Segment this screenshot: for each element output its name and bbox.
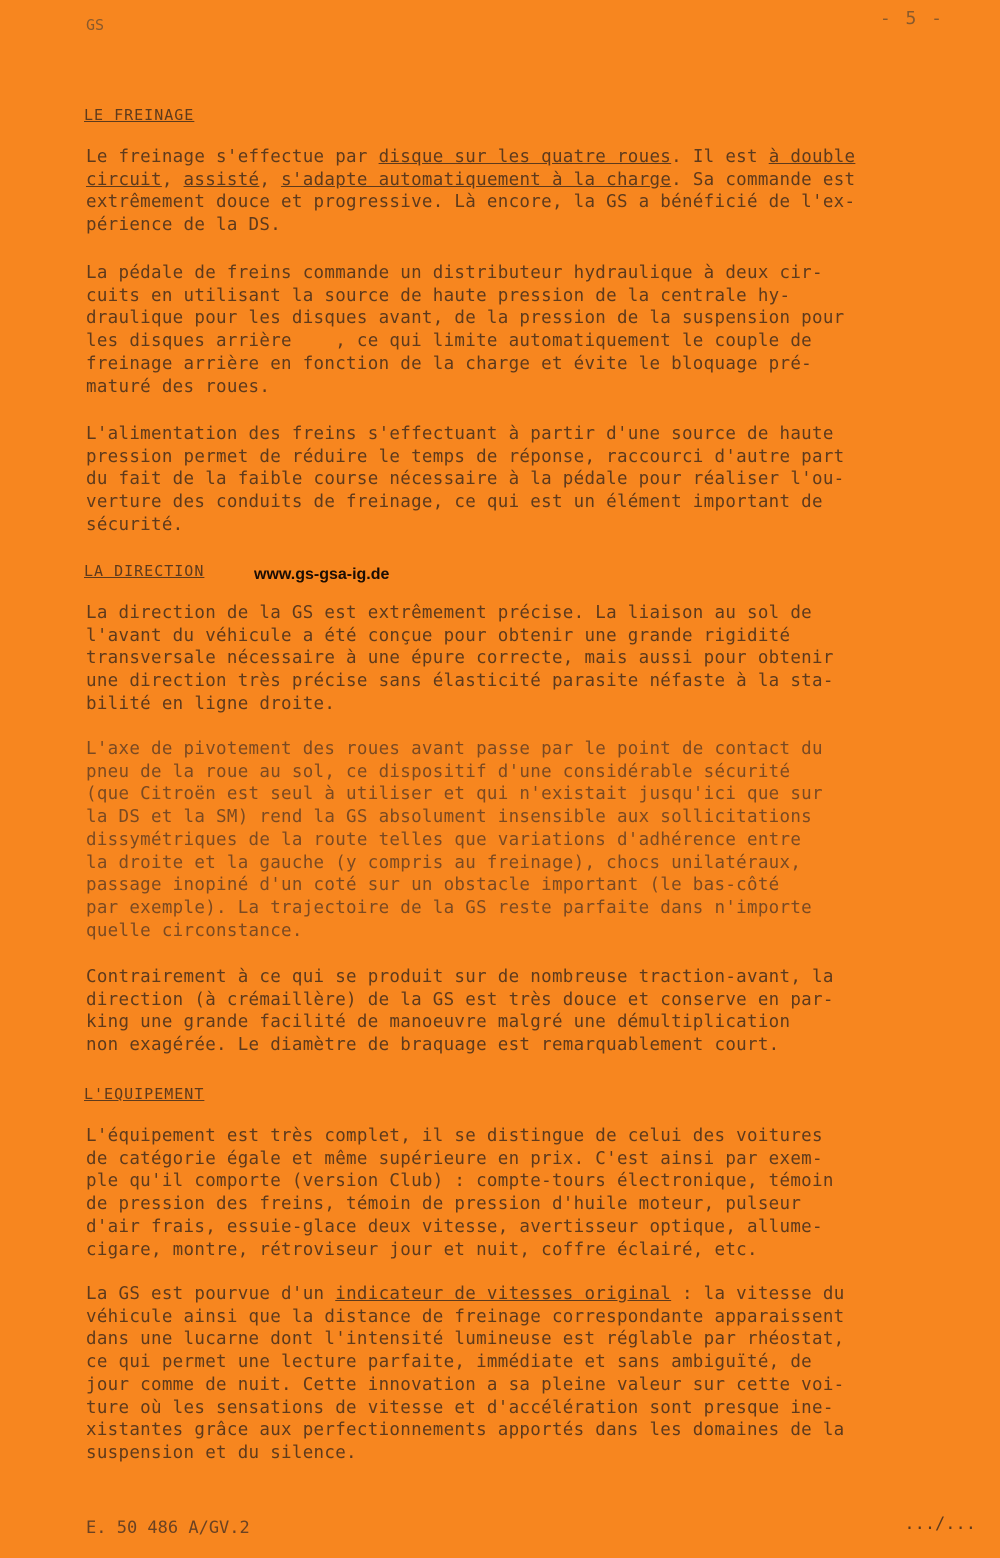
text-run: . Sa commande est [671, 169, 856, 190]
text-run: La direction de la GS est extrêmement précise. La liaison au sol de [86, 603, 813, 623]
text-line [86, 1442, 966, 1465]
text-line [86, 897, 966, 920]
text-line [86, 423, 966, 446]
text-line [86, 1351, 966, 1374]
text-line [86, 806, 966, 829]
text-run: freinage arrière en fonction de la charge et évite le bloquage pré- [86, 353, 813, 374]
underlined-text: circuit [86, 169, 162, 190]
text-line [86, 1011, 966, 1034]
paragraph-direction-1 [86, 602, 966, 716]
text-run: L'axe de pivotement des roues avant passe par le point de contact du [86, 739, 823, 759]
text-line [86, 989, 966, 1012]
text-run: L'alimentation des freins s'effectuant à partir d'une source de haute [86, 424, 834, 444]
text-line [86, 376, 966, 399]
paragraph-direction-2 [86, 738, 966, 942]
underlined-text: indicateur de vitesses original [335, 1284, 672, 1304]
paragraph-freinage-2 [86, 262, 966, 398]
section-heading-direction: LA DIRECTION [84, 562, 205, 580]
paragraph-direction-3 [86, 966, 966, 1057]
text-run: cigare, montre, rétroviseur jour et nuit, coffre éclairé, etc. [86, 1239, 758, 1260]
text-line [86, 693, 966, 716]
text-line [86, 307, 966, 330]
text-run: ture où les sensations de vitesse et d'accélération sont presque ine- [86, 1397, 834, 1418]
underlined-text: à double [768, 147, 856, 167]
text-run: dissymétriques de la route telles que variations d'adhérence entre [86, 829, 802, 850]
text-line [86, 920, 966, 943]
text-run: La pédale de freins commande un distributeur hydraulique à deux cir- [86, 263, 823, 283]
text-run: transversale nécessaire à une épure correcte, mais aussi pour obtenir [86, 648, 834, 669]
text-line [86, 670, 966, 693]
text-run: cuits en utilisant la source de haute pression de la centrale hy- [86, 285, 791, 306]
text-line [86, 214, 966, 237]
text-run: ple qu'il comporte (version Club) : compte-tours électronique, témoin [86, 1171, 834, 1192]
text-line [86, 169, 966, 192]
text-line [86, 1283, 966, 1306]
underlined-text: assisté [183, 169, 260, 190]
text-line [86, 330, 966, 353]
text-line [86, 446, 966, 469]
continuation-mark: .../... [904, 1514, 976, 1534]
text-run: Le freinage s'effectue par [86, 147, 379, 167]
text-run: par exemple). La trajectoire de la GS reste parfaite dans n'importe [86, 897, 813, 918]
paragraph-freinage-1 [86, 146, 966, 237]
section-heading-freinage: LE FREINAGE [84, 106, 195, 124]
text-line [86, 353, 966, 376]
text-run: L'équipement est très complet, il se distingue de celui des voitures [86, 1126, 823, 1146]
text-line [86, 468, 966, 491]
text-run: les disques arrière , ce qui limite automatiquement le couple de [86, 331, 813, 352]
text-line [86, 1216, 966, 1239]
text-line [86, 1374, 966, 1397]
text-run: sécurité. [86, 514, 184, 535]
text-line [86, 966, 966, 989]
text-run: La GS est pourvue d'un [86, 1284, 336, 1304]
paragraph-equipement-2 [86, 1283, 966, 1465]
text-run: de pression des freins, témoin de pression d'huile moteur, pulseur [86, 1194, 802, 1215]
text-line [86, 647, 966, 670]
text-run: la DS et la SM) rend la GS absolument insensible aux sollicitations [86, 807, 813, 828]
text-run: passage inopiné d'un coté sur un obstacle important (le bas-côté [86, 875, 780, 896]
page-number: - 5 - [879, 8, 944, 29]
text-line [86, 1419, 966, 1442]
text-line [86, 191, 966, 214]
text-line [86, 1328, 966, 1351]
text-line [86, 1148, 966, 1171]
text-run: verture des conduits de freinage, ce qui est un élément important de [86, 492, 823, 513]
text-run: , [259, 169, 282, 190]
text-run: xistantes grâce aux perfectionnements apportés dans les domaines de la [86, 1420, 845, 1441]
text-run: direction (à crémaillère) de la GS est très douce et conserve en par- [86, 989, 834, 1010]
text-run: véhicule ainsi que la distance de freinage correspondante apparaissent [86, 1306, 845, 1327]
text-run: la droite et la gauche (y compris au freinage), chocs unilatéraux, [86, 852, 802, 873]
text-line [86, 761, 966, 784]
text-line [86, 262, 966, 285]
text-line [86, 1306, 966, 1329]
text-run: périence de la DS. [86, 215, 282, 236]
text-line [86, 602, 966, 625]
header-label: GS [86, 16, 105, 34]
text-line [86, 783, 966, 806]
text-line [86, 514, 966, 537]
text-run: bilité en ligne droite. [86, 693, 336, 714]
section-heading-equipement: L'EQUIPEMENT [84, 1085, 205, 1103]
text-run: . Il est [671, 147, 769, 167]
text-run: dans une lucarne dont l'intensité lumineuse est réglable par rhéostat, [86, 1329, 845, 1350]
text-run: une direction très précise sans élasticité parasite néfaste à la sta- [86, 671, 834, 692]
text-line [86, 625, 966, 648]
text-run: suspension et du silence. [86, 1442, 357, 1463]
text-run: d'air frais, essuie-glace deux vitesse, avertisseur optique, allume- [86, 1216, 823, 1237]
text-line [86, 491, 966, 514]
text-line [86, 829, 966, 852]
text-run: king une grande facilité de manoeuvre malgré une démultiplication [86, 1012, 791, 1033]
text-line [86, 1397, 966, 1420]
text-run: (que Citroën est seul à utiliser et qui n'existait jusqu'ici que sur [86, 784, 823, 805]
text-run: du fait de la faible course nécessaire à la pédale pour réaliser l'ou- [86, 469, 845, 490]
text-line [86, 1170, 966, 1193]
text-run: draulique pour les disques avant, de la pression de la suspension pour [86, 308, 845, 329]
text-run: quelle circonstance. [86, 920, 303, 941]
underlined-text: s'adapte automatiquement à la charge [281, 169, 672, 190]
text-line [86, 1239, 966, 1262]
text-line [86, 874, 966, 897]
text-line [86, 852, 966, 875]
text-line [86, 285, 966, 308]
website-watermark: www.gs-gsa-ig.de [254, 566, 390, 583]
text-line [86, 738, 966, 761]
text-run: pneu de la roue au sol, ce dispositif d'une considérable sécurité [86, 761, 791, 782]
text-run: l'avant du véhicule a été conçue pour obtenir une grande rigidité [86, 625, 791, 646]
text-run: non exagérée. Le diamètre de braquage est remarquablement court. [86, 1035, 780, 1056]
text-run: de catégorie égale et même supérieure en prix. C'est ainsi par exem- [86, 1148, 823, 1169]
text-run: maturé des roues. [86, 376, 271, 397]
text-run: : la vitesse du [671, 1284, 845, 1304]
text-line [86, 1034, 966, 1057]
text-run: jour comme de nuit. Cette innovation a sa pleine valeur sur cette voi- [86, 1374, 845, 1395]
paragraph-freinage-3 [86, 423, 966, 537]
text-run: Contrairement à ce qui se produit sur de nombreuse traction-avant, la [86, 967, 834, 987]
text-line [86, 1125, 966, 1148]
text-line [86, 1193, 966, 1216]
text-run: , [161, 169, 184, 190]
underlined-text: disque sur les quatre roues [378, 147, 672, 167]
paragraph-equipement-1 [86, 1125, 966, 1261]
document-reference: E. 50 486 A/GV.2 [86, 1518, 250, 1538]
text-run: pression permet de réduire le temps de réponse, raccourci d'autre part [86, 446, 845, 467]
text-run: extrêmement douce et progressive. Là encore, la GS a bénéficié de l'ex- [86, 192, 856, 213]
text-line [86, 146, 966, 169]
text-run: ce qui permet une lecture parfaite, immédiate et sans ambiguïté, de [86, 1352, 813, 1373]
